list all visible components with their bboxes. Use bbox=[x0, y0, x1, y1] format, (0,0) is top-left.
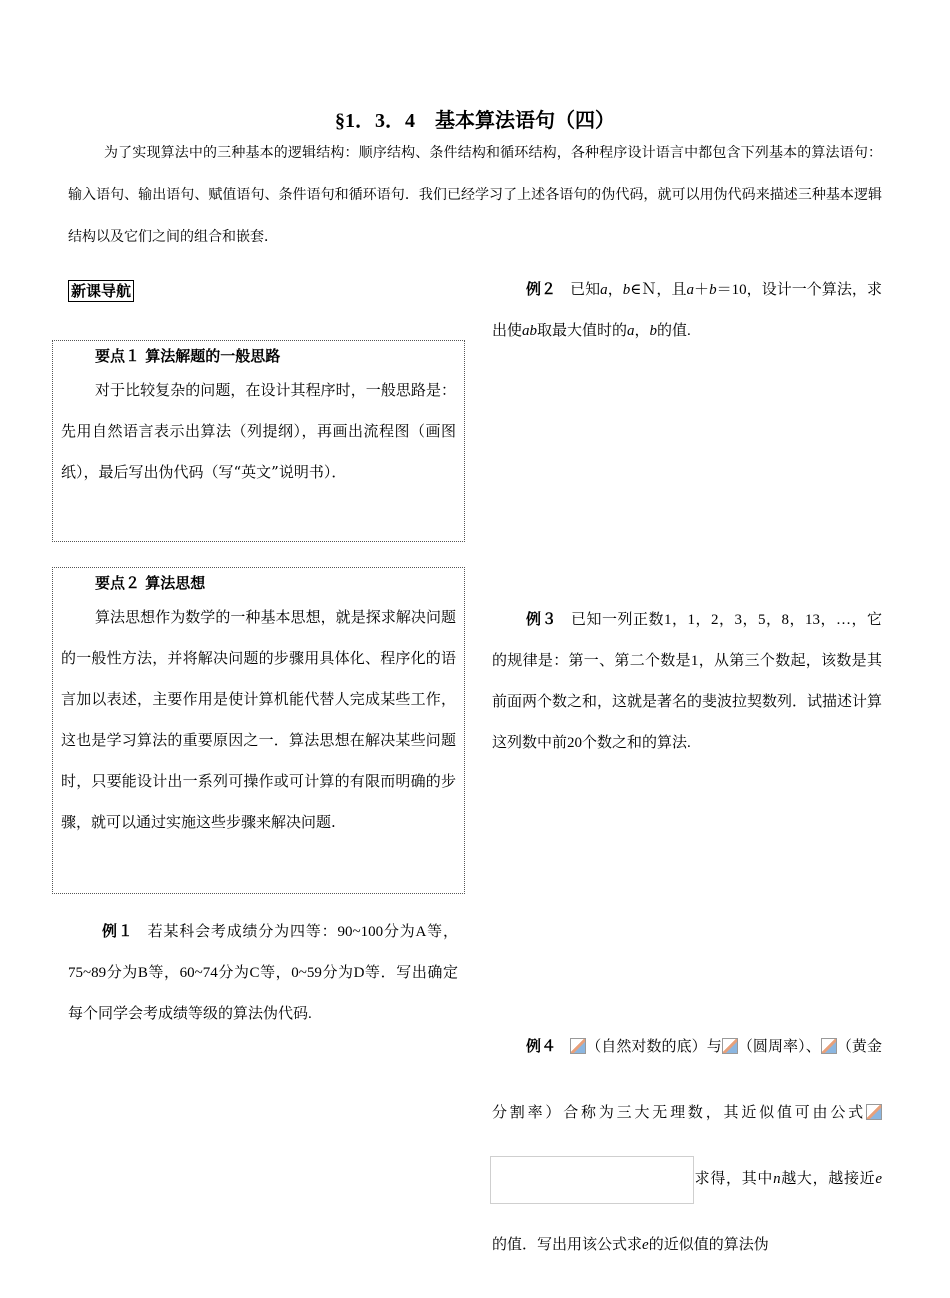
example-1-label: 例１ bbox=[102, 924, 134, 940]
example-2-label: 例２ bbox=[526, 282, 557, 298]
variable-a: a bbox=[627, 323, 635, 339]
example-2-text: ∈Ｎ，且 bbox=[630, 282, 687, 298]
variable-a: a bbox=[686, 282, 694, 298]
formula-image-box bbox=[490, 1156, 694, 1204]
variable-e: e bbox=[642, 1237, 649, 1253]
variable-a: a bbox=[600, 282, 608, 298]
broken-image-icon bbox=[866, 1104, 882, 1120]
example-2-text: 的值. bbox=[657, 323, 691, 339]
example-4-text: 求得，其中 bbox=[694, 1171, 774, 1187]
variable-b: b bbox=[709, 282, 717, 298]
example-2-text: ， bbox=[634, 323, 650, 339]
example-4-text: （自然对数的底）与 bbox=[586, 1039, 722, 1055]
key-point-1-heading: 要点１ 算法解题的一般思路 bbox=[95, 347, 281, 365]
key-point-2-heading: 要点２ 算法思想 bbox=[95, 574, 206, 592]
example-4 bbox=[492, 1014, 882, 1278]
broken-image-icon bbox=[722, 1038, 738, 1054]
key-point-1-body: 对于比较复杂的问题，在设计其程序时，一般思路是：先用自然语言表示出算法（列提纲），再画出流程图（画图纸），最后写出伪代码（写“英文”说明书）． bbox=[61, 381, 456, 481]
variable-n: n bbox=[773, 1171, 781, 1187]
example-4-text: 越大，越接近 bbox=[780, 1171, 876, 1187]
example-3-text: 已知一列正数1，1，2，3，5，8，13，…，它的规律是：第一、第二个数是1，从第三个数起，该数是其前面两个数之和，这就是著名的斐波拉契数列．试描述计算这列数中前20个数之和的算法. bbox=[492, 612, 883, 751]
example-4-text: 的近似值的算法伪 bbox=[648, 1237, 769, 1253]
page-title: §1．3．4 基本算法语句（四） bbox=[335, 110, 615, 132]
example-2-text: 已知 bbox=[570, 282, 601, 298]
example-3-label: 例３ bbox=[526, 612, 557, 628]
example-4-text: （圆周率）、 bbox=[737, 1039, 821, 1055]
example-1-text: 若某科会考成绩分为四等：90~100分为A等，75~89分为B等，60~74分为C等，0~59分为D等．写出确定每个同学会考成绩等级的算法伪代码. bbox=[68, 924, 458, 1022]
example-2-text: ＋ bbox=[693, 282, 710, 298]
broken-image-icon bbox=[821, 1038, 837, 1054]
key-point-2-body: 算法思想作为数学的一种基本思想，就是探求解决问题的一般性方法，并将解决问题的步骤用具体化、程序化的语言加以表述，主要作用是使计算机能代替人完成某些工作，这也是学习算法的重要原因之一．算法思想在解决某些问题时，只要能设计出一系列可操作或可计算的有限而明确的步骤，就可以通过实施这些步骤来解决问题. bbox=[61, 608, 456, 831]
section-heading-new-lesson: 新课导航 bbox=[68, 280, 134, 302]
example-4-label: 例４ bbox=[526, 1039, 557, 1055]
example-4-text: （黄金分割率）合称为三大无理数，其近似值可由公式 bbox=[492, 1039, 882, 1121]
variable-e: e bbox=[875, 1171, 882, 1187]
example-2-text: 取最大值时的 bbox=[537, 323, 628, 339]
variable-ab: ab bbox=[522, 323, 538, 339]
key-point-1-box bbox=[52, 340, 465, 542]
example-1 bbox=[68, 912, 458, 1035]
example-2-text: ， bbox=[607, 282, 623, 298]
intro-paragraph: 为了实现算法中的三种基本的逻辑结构：顺序结构、条件结构和循环结构，各种程序设计语言中都包含下列基本的算法语句：输入语句、输出语句、赋值语句、条件语句和循环语句．我们已经学习了上述各语句的伪代码，就可以用伪代码来描述三种基本逻辑结构以及它们之间的组合和嵌套． bbox=[68, 145, 882, 245]
example-4-text: 的值．写出用该公式求 bbox=[492, 1237, 643, 1253]
broken-image-icon bbox=[570, 1038, 586, 1054]
variable-b: b bbox=[649, 323, 658, 339]
example-3 bbox=[492, 600, 882, 764]
example-2 bbox=[492, 270, 882, 352]
variable-b: b bbox=[622, 282, 631, 298]
key-point-2-box bbox=[52, 567, 465, 894]
example-2-text: ＝10，设计一个算法，求出使 bbox=[492, 282, 882, 339]
